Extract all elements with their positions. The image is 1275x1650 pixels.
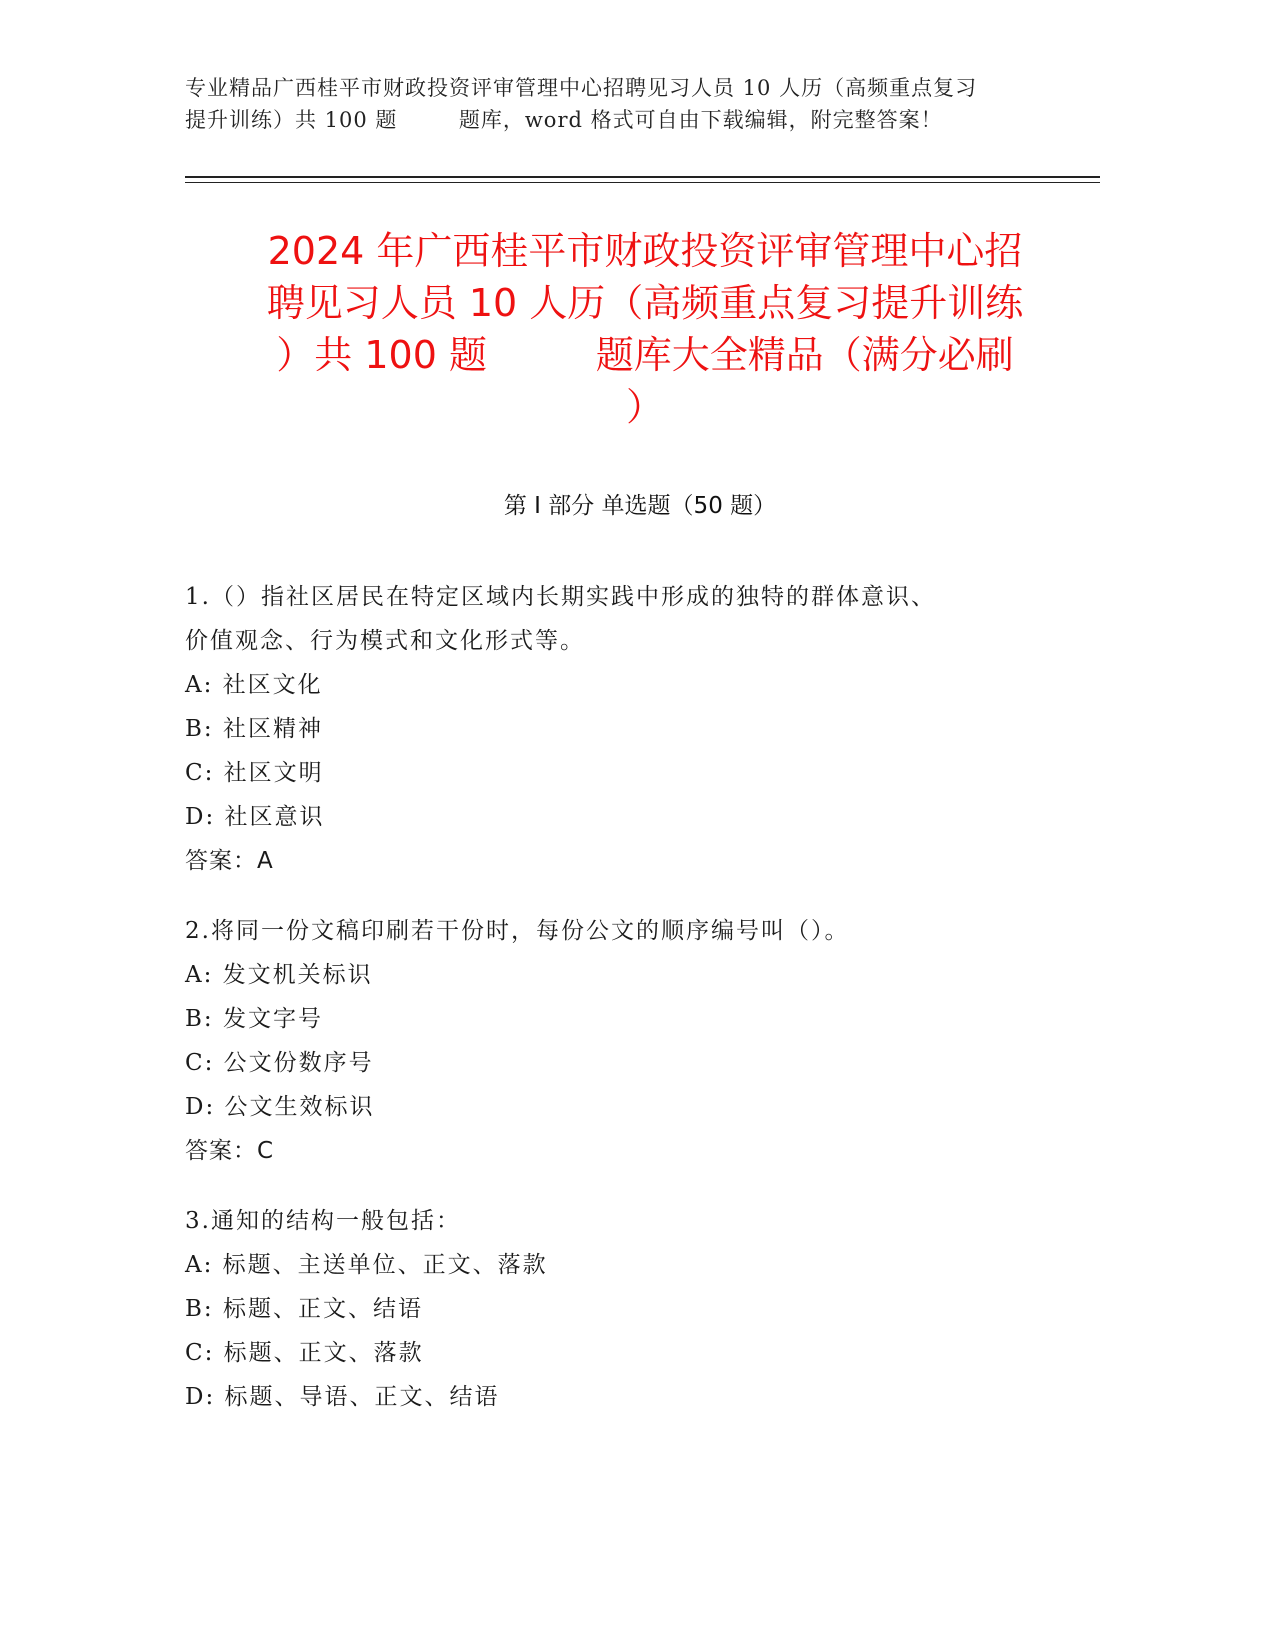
option-a: A: 标题、主送单位、正文、落款 bbox=[185, 1252, 548, 1278]
question-2 bbox=[185, 909, 1095, 1173]
option-a: A: 发文机关标识 bbox=[185, 962, 373, 988]
header-line-1: 专业精品广西桂平市财政投资评审管理中心招聘见习人员 10 人历（高频重点复习 bbox=[185, 76, 978, 100]
question-text: 3.通知的结构一般包括： bbox=[185, 1208, 461, 1234]
document-title bbox=[180, 225, 1110, 433]
option-d: D: 社区意识 bbox=[185, 804, 325, 830]
header-divider-thick bbox=[185, 176, 1100, 178]
question-text: 1.（）指社区居民在特定区域内长期实践中形成的独特的群体意识、 bbox=[185, 584, 936, 610]
question-text: 价值观念、行为模式和文化形式等。 bbox=[185, 628, 585, 654]
option-b: B: 标题、正文、结语 bbox=[185, 1296, 423, 1322]
header-line-2: 提升训练）共 100 题 题库，word 格式可自由下载编辑，附完整答案！ bbox=[185, 108, 943, 132]
header-divider-thin bbox=[185, 182, 1100, 183]
question-text: 2.将同一份文稿印刷若干份时，每份公文的顺序编号叫（）。 bbox=[185, 918, 850, 944]
question-1 bbox=[185, 575, 1095, 883]
title-line-4: ） bbox=[625, 385, 664, 429]
option-c: C: 标题、正文、落款 bbox=[185, 1340, 424, 1366]
option-b: B: 社区精神 bbox=[185, 716, 323, 742]
answer-text: 答案：A bbox=[185, 848, 274, 874]
answer-text: 答案：C bbox=[185, 1138, 275, 1164]
section-heading: 第 I 部分 单选题（50 题） bbox=[503, 493, 777, 519]
title-line-1: 2024 年广西桂平市财政投资评审管理中心招 bbox=[267, 229, 1023, 273]
question-list bbox=[185, 575, 1095, 1445]
option-b: B: 发文字号 bbox=[185, 1006, 323, 1032]
option-d: D: 标题、导语、正文、结语 bbox=[185, 1384, 500, 1410]
title-line-2: 聘见习人员 10 人历（高频重点复习提升训练 bbox=[266, 281, 1024, 325]
option-c: C: 公文份数序号 bbox=[185, 1050, 374, 1076]
option-d: D: 公文生效标识 bbox=[185, 1094, 375, 1120]
document-header bbox=[185, 72, 1085, 136]
option-c: C: 社区文明 bbox=[185, 760, 324, 786]
option-a: A: 社区文化 bbox=[185, 672, 323, 698]
question-3 bbox=[185, 1199, 1095, 1419]
title-line-3: ）共 100 题 题库大全精品（满分必刷 bbox=[276, 333, 1014, 377]
